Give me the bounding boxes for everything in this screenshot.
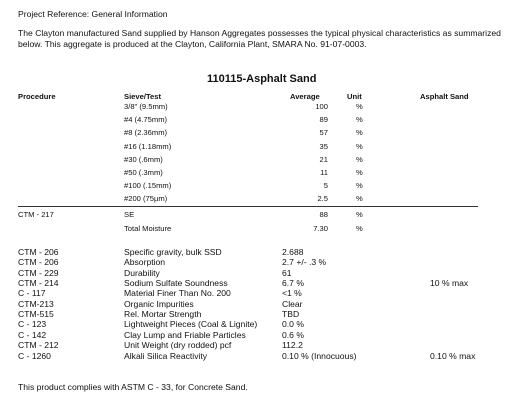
property-spec: 10 % max [430,278,469,289]
property-average: <1 % [282,288,302,299]
moisture-average: 7.30 [313,224,328,233]
property-test: Lightweight Pieces (Coal & Lignite) [124,319,258,330]
sieve-average: 5 [323,181,328,191]
property-procedure: CTM - 214 [18,278,59,289]
sieve-size: #30 (.6mm) [124,154,163,164]
column-header-sieve-test: Sieve/Test [124,92,162,101]
sieve-size: #100 (.15mm) [124,181,172,191]
sieve-size: #50 (.3mm) [124,168,163,177]
property-procedure: CTM-213 [18,298,54,309]
property-procedure: CTM - 212 [18,340,59,351]
sieve-average: 11 [320,168,328,177]
property-average: TBD [282,309,300,320]
sieve-unit: % [356,102,363,111]
intro-paragraph: The Clayton manufactured Sand supplied by Hanson Aggregates possesses the typical physical characteristics as summarized below. This aggregate is produced at the Clayton, California Plant, SMARA No. 91-07-0003. [18,28,501,49]
sieve-unit: % [356,128,363,138]
sieve-size: #16 (1.18mm) [124,141,172,151]
property-average: 0.6 % [282,329,304,340]
sieve-average: 100 [315,102,328,111]
sieve-average: 2.5 [317,194,328,204]
se-test: SE [124,210,135,219]
property-test: Specific gravity, bulk SSD [124,247,222,257]
property-average: 2.688 [282,247,304,257]
se-procedure: CTM - 217 [18,210,54,219]
sieve-size: 3/8" (9.5mm) [124,102,168,111]
se-average: 88 [319,210,328,219]
compliance-note: This product complies with ASTM C - 33, for Concrete Sand. [18,382,248,392]
moisture-unit: % [356,224,363,233]
property-procedure: C - 123 [18,319,47,330]
sieve-average: 21 [319,154,328,164]
property-test: Durability [124,267,160,278]
property-procedure: C - 142 [18,329,47,340]
property-test: Alkali Silica Reactivity [124,350,208,361]
se-unit: % [356,210,363,219]
sieve-size: #8 (2.36mm) [124,128,168,138]
divider-line [18,206,478,207]
sieve-unit: % [356,168,363,177]
property-average: 61 [282,267,292,278]
property-test: Rel. Mortar Strength [124,309,202,320]
sieve-average: 57 [319,128,328,138]
property-procedure: CTM - 206 [18,257,59,268]
property-test: Absorption [124,257,166,268]
property-average: 112.2 [282,340,303,351]
property-procedure: C - 117 [18,288,46,299]
column-header-unit: Unit [347,92,362,101]
sieve-size: #4 (4.75mm) [124,115,168,125]
property-test: Organic Impurities [124,298,194,309]
project-reference: Project Reference: General Information [18,9,168,19]
sieve-size: #200 (75µm) [124,194,168,204]
property-spec: 0.10 % max [430,350,476,361]
sieve-unit: % [356,115,363,125]
property-procedure: CTM - 229 [18,267,59,278]
property-test: Unit Weight (dry rodded) pcf [124,340,232,351]
moisture-test: Total Moisture [124,224,172,233]
property-average: 0.0 % [282,319,304,330]
sieve-unit: % [356,154,363,164]
sieve-average: 89 [319,115,328,125]
property-test: Sodium Sulfate Soundness [124,278,228,289]
property-procedure: CTM - 206 [18,247,59,257]
property-test: Clay Lump and Friable Particles [124,329,246,340]
property-average: 2.7 +/- .3 % [282,257,327,268]
property-test: Material Finer Than No. 200 [124,288,231,299]
property-procedure: C - 1260 [18,350,51,361]
property-average: Clear [282,298,303,309]
property-average: 6.7 % [282,278,304,289]
column-header-average: Average [290,92,320,101]
sieve-unit: % [356,194,363,204]
sieve-unit: % [356,141,363,151]
table-title: 110115-Asphalt Sand [207,73,317,85]
sieve-average: 35 [319,141,328,151]
column-header-asphalt-sand: Asphalt Sand [420,92,469,101]
sieve-unit: % [356,181,363,191]
property-average: 0.10 % (Innocuous) [282,350,357,361]
property-procedure: CTM-515 [18,309,54,320]
column-header-procedure: Procedure [18,92,56,101]
